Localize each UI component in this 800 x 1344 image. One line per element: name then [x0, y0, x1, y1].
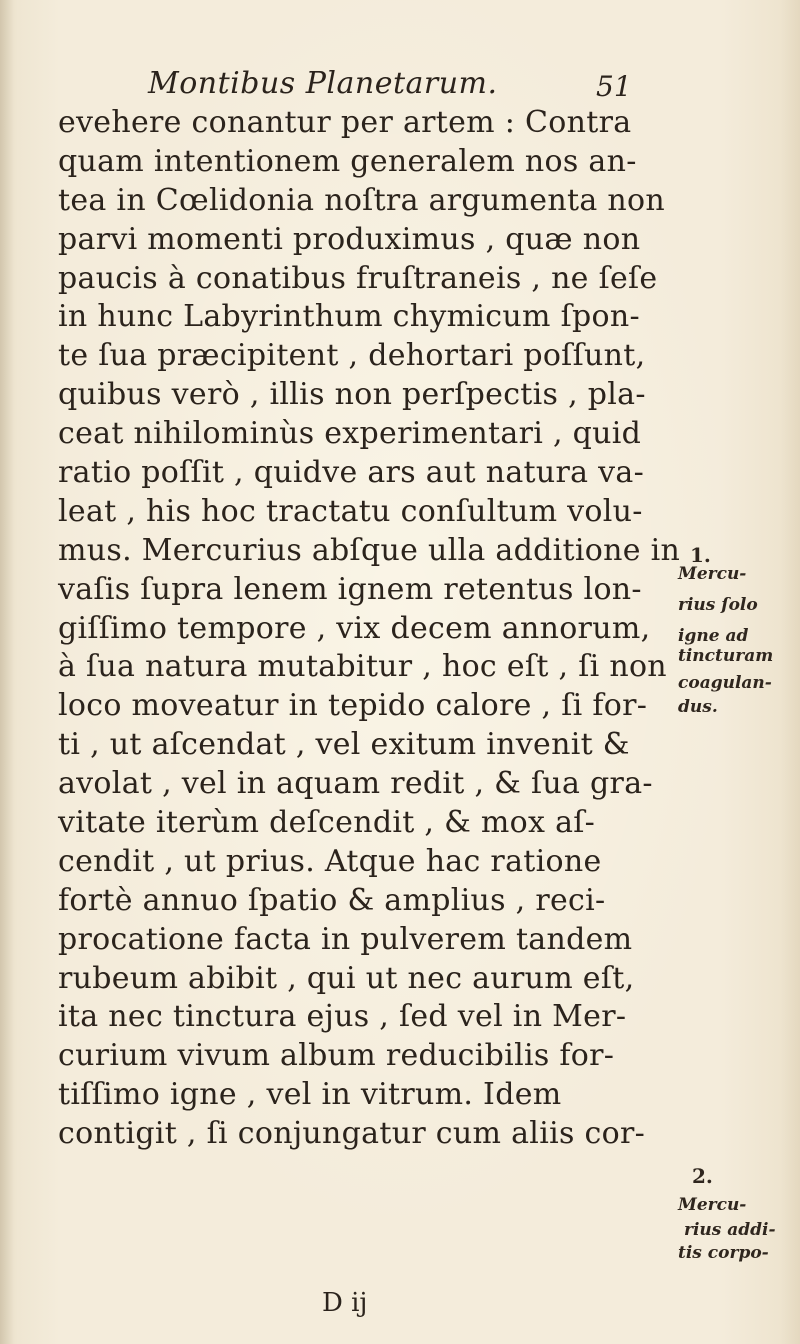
- text-line: à ſua natura mutabitur , hoc eſt , ſi non: [58, 649, 667, 685]
- text-line: ita nec tinctura ejus , ſed vel in Mer-: [58, 999, 627, 1035]
- text-line: fortè annuo ſpatio & amplius , reci-: [58, 882, 606, 918]
- text-line: loco moveatur in tepido calore , ſi for-: [58, 688, 648, 724]
- text-line: in hunc Labyrinthum chymicum ſpon-: [58, 299, 640, 335]
- text-line: rubeum abibit , qui ut nec aurum eſt,: [58, 960, 635, 996]
- text-line: paucis à conatibus fruſtraneis , ne ſeſe: [58, 260, 658, 296]
- text-line: curium vivum album reducibilis for-: [58, 1038, 615, 1074]
- sidenote-2-line: tis corpo-: [678, 1243, 769, 1263]
- sidenote-1-line: tincturam: [678, 646, 774, 666]
- text-line: vitate iterùm deſcendit , & mox aſ-: [58, 805, 596, 841]
- text-line: quam intentionem generalem nos an-: [58, 143, 637, 179]
- page-header: [0, 66, 800, 106]
- text-line: avolat , vel in aquam redit , & ſua gra-: [58, 766, 653, 802]
- text-line: parvi momenti produximus , quæ non: [58, 221, 641, 257]
- text-line: vaſis ſupra lenem ignem retentus lon-: [58, 571, 642, 607]
- text-line: tiſſimo igne , vel in vitrum. Idem: [58, 1077, 562, 1113]
- sidenote-2-line: rius addi-: [684, 1220, 776, 1240]
- text-line: ti , ut aſcendat , vel exitum invenit &: [58, 727, 630, 763]
- text-line: ceat nihilominùs experimentari , quid: [58, 416, 642, 452]
- sidenote-1-line: rius ſolo: [678, 595, 758, 615]
- running-title: Montibus Planetarum.: [148, 66, 498, 101]
- text-line: mus. Mercurius abſque ulla additione in: [58, 532, 681, 568]
- text-line: quibus verò , illis non perſpectis , pla-: [58, 377, 646, 413]
- text-line: te ſua præcipitent , dehortari poſſunt,: [58, 338, 646, 374]
- text-line: procatione facta in pulverem tandem: [58, 921, 633, 957]
- sidenote-2-line: Mercu-: [678, 1195, 747, 1215]
- sidenote-1-line: Mercu-: [678, 564, 747, 584]
- sidenote-1-line: coagulan-: [678, 673, 772, 693]
- text-line: giſſimo tempore , vix decem annorum,: [58, 610, 651, 646]
- sidenote-1-line: igne ad: [678, 626, 749, 646]
- sidenote-1-line: dus.: [678, 697, 718, 717]
- text-line: evehere conantur per artem : Contra: [58, 105, 632, 140]
- text-line: ratio poſſit , quidve ars aut natura va-: [58, 455, 645, 491]
- text-line: cendit , ut prius. Atque hac ratione: [58, 843, 602, 879]
- signature-mark: D ij: [322, 1288, 368, 1318]
- page-number: 51: [596, 70, 632, 103]
- sidenote-2-number: 2.: [692, 1164, 713, 1188]
- text-line: leat , his hoc tractatu conſultum volu-: [58, 493, 643, 529]
- text-line: contigit , ſi conjungatur cum aliis cor-: [58, 1116, 646, 1152]
- body-text: [58, 104, 681, 1154]
- sidenote-1-number: 1.: [690, 543, 711, 567]
- gutter-shadow: [0, 0, 14, 1344]
- text-line: tea in Cœlidonia noſtra argumenta non: [58, 182, 665, 218]
